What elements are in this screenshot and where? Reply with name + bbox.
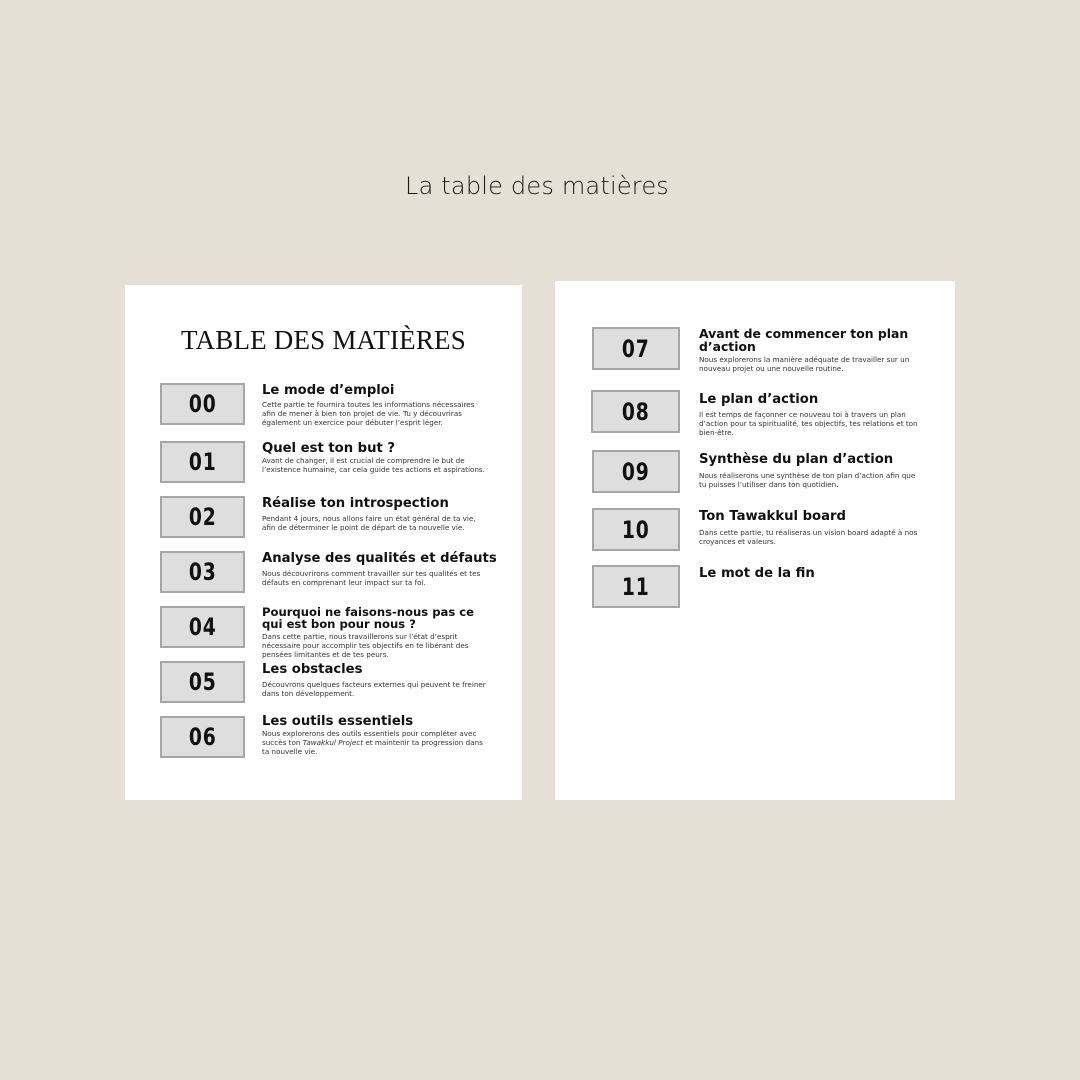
chapter-description: Nous explorerons des outils essentiels pour compléter avec succès ton Tawakkul Project et maintenir ta progression dans ta nouvelle vie. <box>262 729 483 756</box>
chapter-number-box: 09 <box>592 450 680 493</box>
chapter-title: Les obstacles <box>262 662 363 677</box>
chapter-title: Quel est ton but ? <box>262 441 396 456</box>
slide-caption: La table des matières <box>405 172 669 200</box>
chapter-title: Les outils essentiels <box>262 714 414 729</box>
chapter-number-box: 03 <box>160 551 245 593</box>
chapter-title: Le mode d’emploi <box>262 383 395 398</box>
chapter-title: Pourquoi ne faisons-nous pas ce qui est bon pour nous ? <box>262 605 474 631</box>
chapter-number-box: 08 <box>591 390 680 433</box>
chapter-description: Avant de changer, il est crucial de comprendre le but de l’existence humaine, car cela guide tes actions et aspirations. <box>262 456 485 474</box>
chapter-number-box: 11 <box>592 565 680 608</box>
chapter-title: Le plan d’action <box>699 392 819 407</box>
chapter-description: Découvrons quelques facteurs externes qui peuvent te freiner dans ton développement. <box>262 680 486 698</box>
toc-page-left <box>125 285 522 800</box>
chapter-number-box: 06 <box>160 716 245 758</box>
chapter-title: Réalise ton introspection <box>262 496 449 511</box>
chapter-description: Dans cette partie, nous travaillerons sur l’état d’esprit nécessaire pour accomplir tes objectifs en te libérant des pensées limitantes et de tes peurs. <box>262 632 469 659</box>
chapter-number-box: 05 <box>160 661 245 703</box>
chapter-number-box: 01 <box>160 441 245 483</box>
chapter-number-box: 10 <box>592 508 680 551</box>
chapter-number-box: 04 <box>160 606 245 648</box>
toc-title: TABLE DES MATIÈRES <box>181 325 466 355</box>
chapter-description: Dans cette partie, tu réaliseras un vision board adapté à nos croyances et valeurs. <box>699 528 918 546</box>
toc-page-right <box>555 281 955 800</box>
chapter-description: Nous découvrirons comment travailler sur tes qualités et tes défauts en comprenant leur impact sur ta foi. <box>262 569 481 587</box>
chapter-description: Il est temps de façonner ce nouveau toi à travers un plan d’action pour ta spiritualité, tes objectifs, tes relations et ton bien-être. <box>699 410 918 437</box>
chapter-description: Nous explorerons la manière adéquate de travailler sur un nouveau projet ou une nouvelle routine. <box>699 355 910 373</box>
chapter-number-box: 07 <box>592 327 680 370</box>
chapter-description: Nous réaliserons une synthèse de ton plan d’action afin que tu puisses l’utiliser dans ton quotidien. <box>699 471 916 489</box>
chapter-description: Pendant 4 jours, nous allons faire un état général de ta vie, afin de déterminer le point de départ de ta nouvelle vie. <box>262 514 476 532</box>
chapter-title: Analyse des qualités et défauts <box>262 551 497 566</box>
chapter-title: Avant de commencer ton plan d’action <box>699 326 909 354</box>
chapter-title: Ton Tawakkul board <box>699 509 846 524</box>
chapter-number-box: 00 <box>160 383 245 425</box>
chapter-number-box: 02 <box>160 496 245 538</box>
chapter-title: Le mot de la fin <box>699 566 815 581</box>
chapter-description: Cette partie te fournira toutes les informations nécessaires afin de mener à bien ton projet de vie. Tu y découvriras également un exercice pour débuter l’esprit léger. <box>262 400 475 427</box>
chapter-title: Synthèse du plan d’action <box>699 452 894 467</box>
